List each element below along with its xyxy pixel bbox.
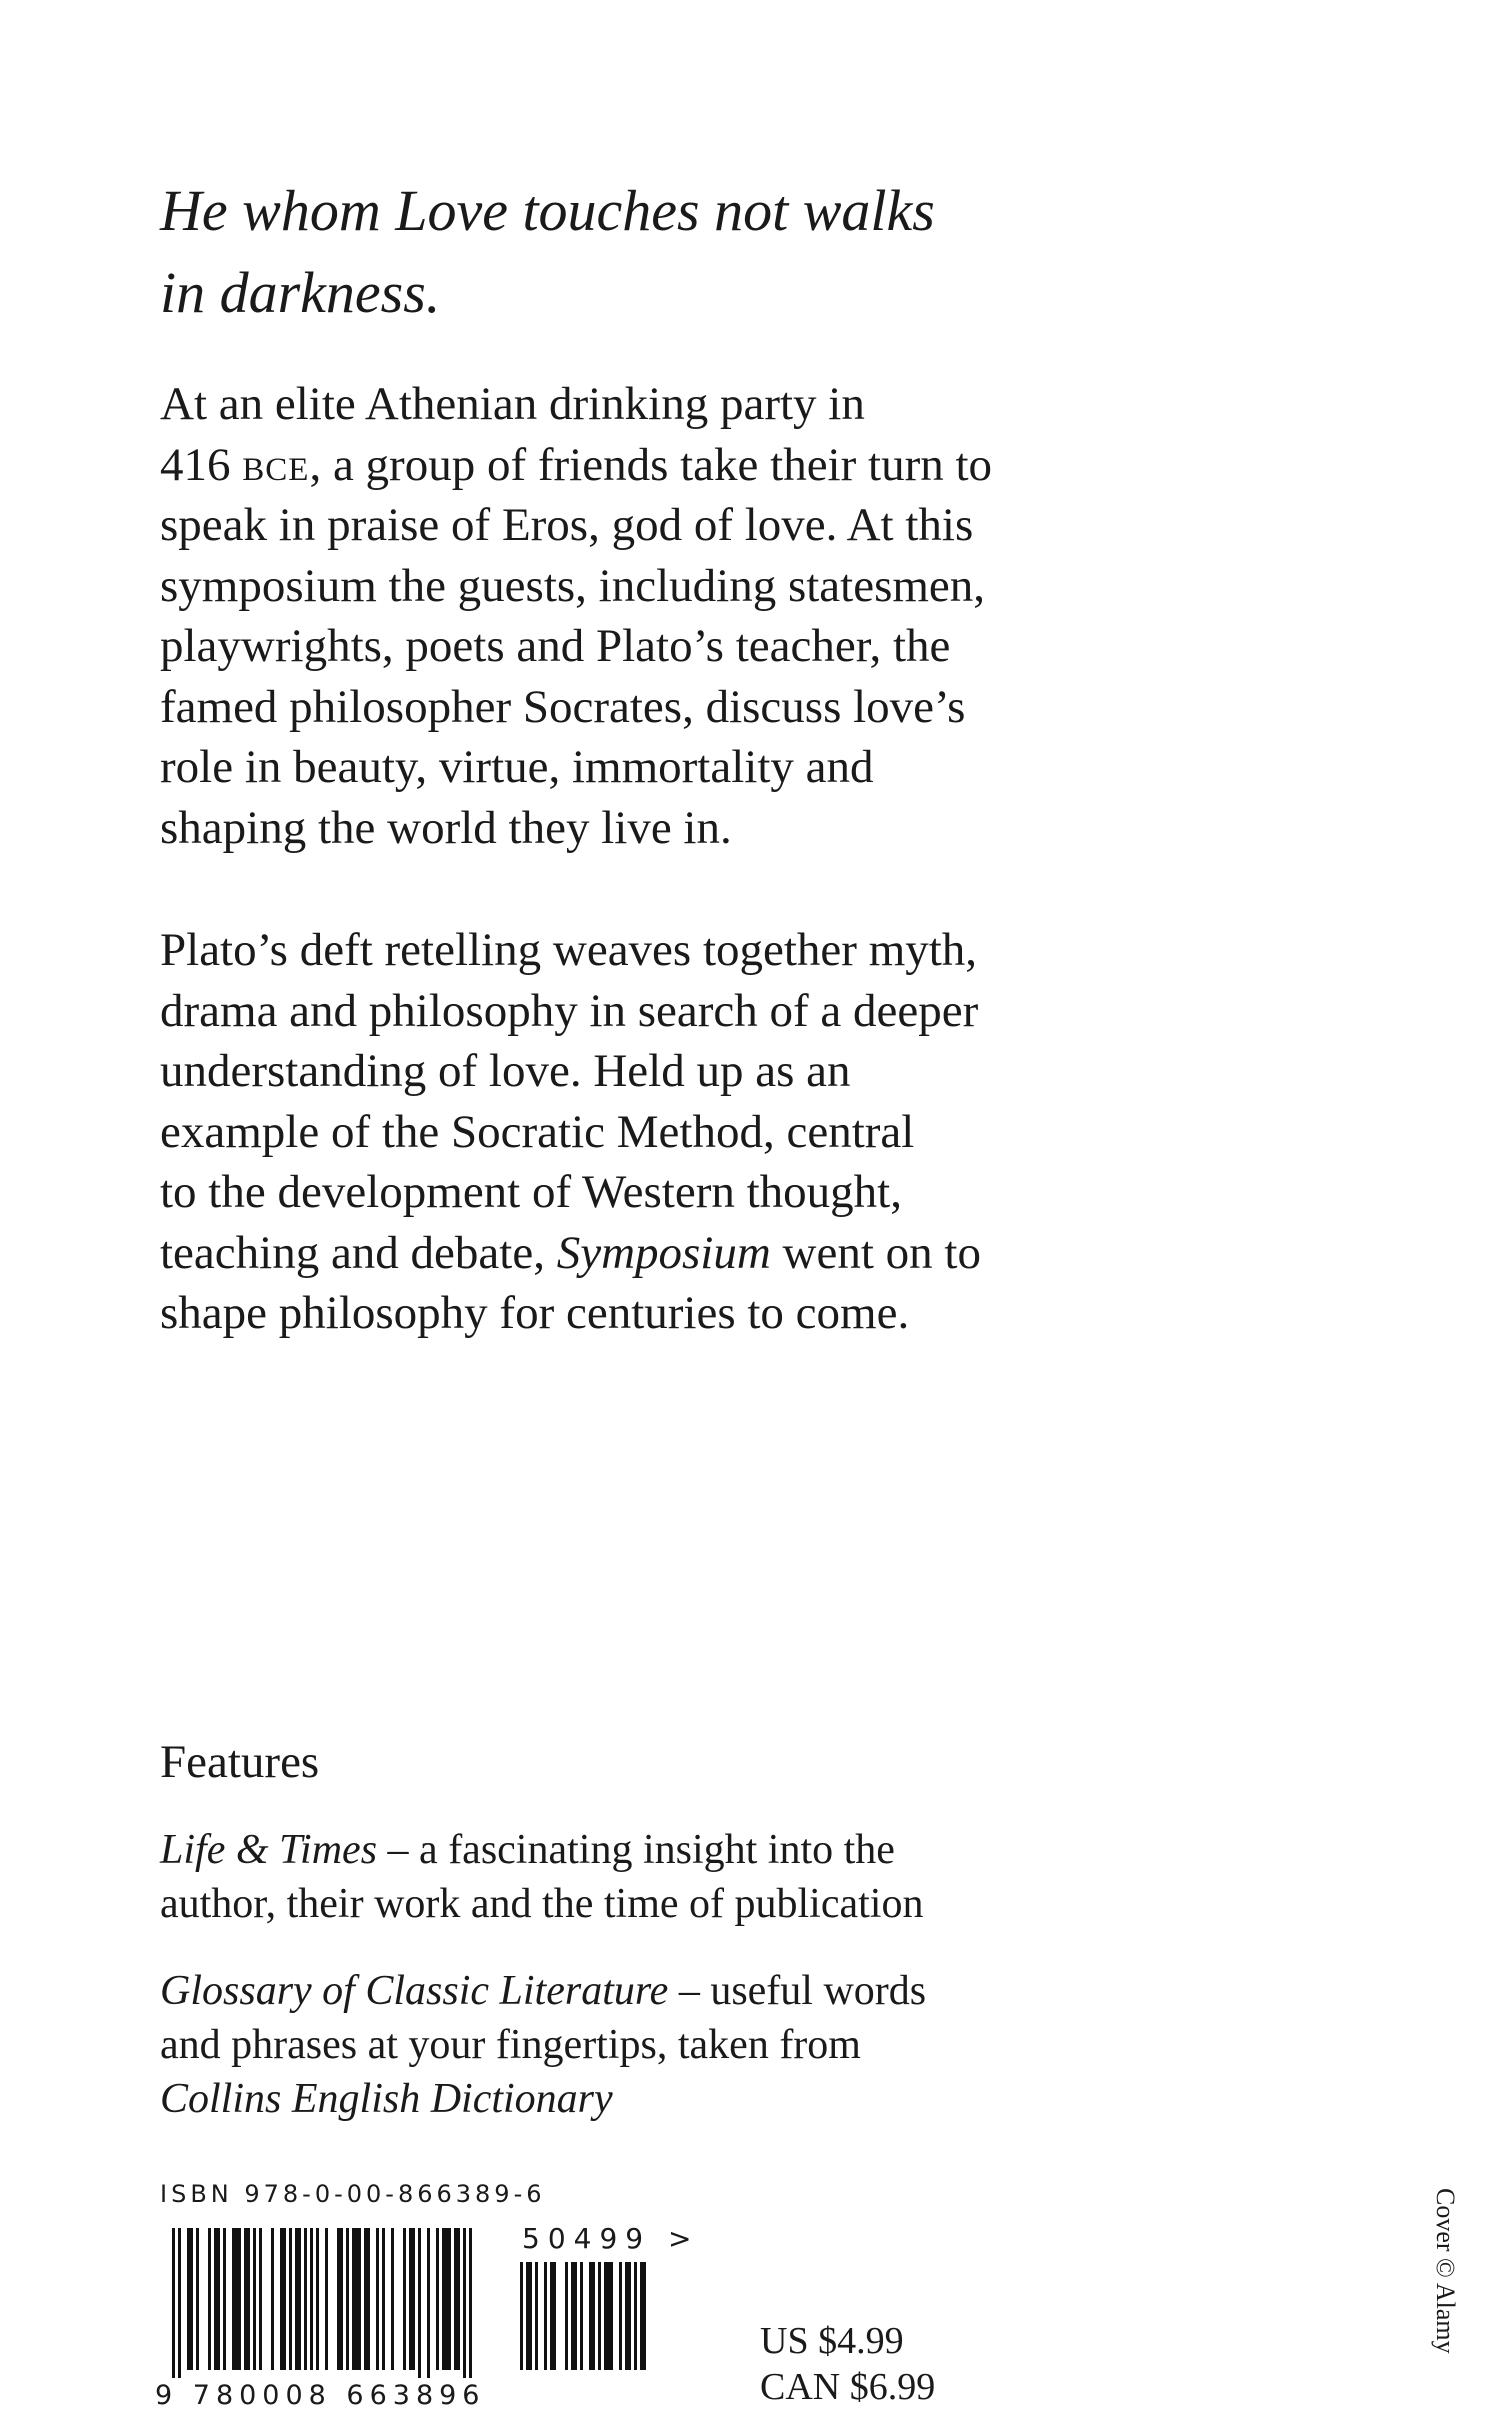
tagline-line: in darkness. — [160, 260, 441, 325]
feature-title: Glossary of Classic Literature — [160, 1968, 669, 2014]
paragraph-line: drama and philosophy in search of a deeper — [160, 984, 979, 1037]
barcode-bar — [403, 2228, 406, 2370]
barcode-bar — [409, 2228, 415, 2370]
book-title: Symposium — [556, 1226, 771, 1279]
feature-title: Life & Times — [160, 1827, 378, 1873]
barcode-bar — [289, 2228, 292, 2370]
paragraph-line: famed philosopher Socrates, discuss love’s — [160, 680, 966, 733]
price-us: US $4.99 — [760, 2320, 904, 2362]
barcode-bar — [172, 2228, 175, 2378]
price-code-barcode — [520, 2262, 660, 2378]
paragraph-line: understanding of love. Held up as an — [160, 1045, 851, 1097]
barcode-bar — [337, 2228, 343, 2370]
barcode-bar — [364, 2228, 370, 2370]
tagline-line: He whom Love touches not walks — [160, 178, 935, 243]
tagline-quote — [160, 170, 1160, 334]
barcode-bar — [325, 2228, 328, 2370]
feature-description: – a fascinating insight into the — [377, 1827, 895, 1873]
feature-line: and phrases at your fingertips, taken from — [160, 2022, 861, 2068]
paragraph-line: shape philosophy for centuries to come. — [160, 1287, 910, 1339]
barcode-bar — [619, 2262, 622, 2370]
barcode-bar — [187, 2228, 193, 2370]
barcode-bar — [454, 2228, 460, 2370]
barcode-bar — [418, 2228, 421, 2378]
description-paragraph-2 — [160, 920, 1160, 1344]
barcode-bar — [604, 2262, 613, 2370]
barcode-bar — [436, 2228, 439, 2370]
barcode-bar — [223, 2228, 226, 2370]
barcode-bar — [214, 2228, 220, 2370]
cover-credit: Cover © Alamy — [1431, 2188, 1460, 2354]
barcode-bar — [304, 2228, 307, 2370]
paragraph-line: At an elite Athenian drinking party in — [160, 378, 865, 430]
barcode-bar — [634, 2262, 637, 2370]
barcode-bar — [310, 2228, 313, 2370]
barcode-bar — [565, 2262, 568, 2370]
barcode-bar — [544, 2262, 547, 2370]
barcode-bar — [196, 2228, 199, 2370]
barcode-bar — [463, 2228, 466, 2378]
barcode-bar — [589, 2262, 595, 2370]
feature-item-glossary — [160, 1964, 1160, 2126]
barcode-bar — [520, 2262, 523, 2370]
barcode-bar — [376, 2228, 379, 2370]
barcode-bar — [640, 2262, 646, 2370]
line-text: went on to — [770, 1226, 981, 1279]
era-text: bce — [242, 438, 310, 491]
barcode-bar — [352, 2228, 361, 2370]
paragraph-line: symposium the guests, including statesmen, — [160, 559, 986, 612]
barcode-bar — [259, 2228, 262, 2370]
line-text: teaching and debate, — [160, 1226, 557, 1279]
price-can: CAN $6.99 — [760, 2366, 936, 2408]
barcode-bar — [625, 2262, 631, 2370]
line-text: , a group of friends take their turn to — [309, 438, 993, 491]
paragraph-line: speak in praise of Eros, god of love. At this — [160, 499, 974, 551]
barcode-bar — [580, 2262, 583, 2370]
feature-line: Collins English Dictionary — [160, 2076, 613, 2122]
feature-description: – useful words — [668, 1968, 927, 2014]
paragraph-line: Plato’s deft retelling weaves together myth, — [160, 924, 978, 976]
barcode-bar — [346, 2228, 349, 2370]
feature-item-life-and-times — [160, 1823, 1160, 1931]
barcode-bar — [526, 2262, 532, 2370]
barcode-bar — [442, 2228, 451, 2370]
paragraph-line: shaping the world they live in. — [160, 801, 732, 854]
isbn-label: ISBN 978-0-00-866389-6 — [160, 2180, 546, 2208]
feature-line — [160, 1823, 1160, 1877]
paragraph-line: example of the Socratic Method, central — [160, 1105, 915, 1158]
barcode-bar — [244, 2228, 250, 2370]
price-code-digits: 50499 > — [522, 2222, 700, 2255]
barcode-bar — [208, 2228, 211, 2370]
barcode-bar — [598, 2262, 601, 2370]
features-heading: Features — [160, 1736, 320, 1788]
barcode-bar — [316, 2228, 319, 2370]
year-text: 416 — [160, 438, 243, 491]
barcode-bar — [253, 2228, 256, 2370]
barcode-bar — [280, 2228, 286, 2370]
barcode-digits: 9 780008 663896 — [155, 2380, 486, 2411]
isbn-barcode — [172, 2228, 499, 2378]
paragraph-line: playwrights, poets and Plato’s teacher, the — [160, 620, 951, 672]
barcode-bar — [550, 2262, 556, 2370]
barcode-bar — [469, 2228, 472, 2378]
barcode-bar — [427, 2228, 430, 2378]
barcode-bar — [571, 2262, 577, 2370]
barcode-bar — [295, 2228, 301, 2370]
barcode-bar — [271, 2228, 274, 2370]
barcode-bar — [391, 2228, 394, 2370]
barcode-bar — [232, 2228, 241, 2370]
description-paragraph-1 — [160, 374, 1160, 858]
feature-line: author, their work and the time of publication — [160, 1881, 924, 1927]
barcode-bar — [535, 2262, 538, 2370]
paragraph-line — [160, 1223, 1160, 1284]
paragraph-line: to the development of Western thought, — [160, 1166, 902, 1218]
barcode-bar — [382, 2228, 385, 2370]
paragraph-line: role in beauty, virtue, immortality and — [160, 741, 874, 793]
feature-line — [160, 1964, 1160, 2018]
barcode-bar — [178, 2228, 181, 2378]
paragraph-line — [160, 435, 1160, 496]
